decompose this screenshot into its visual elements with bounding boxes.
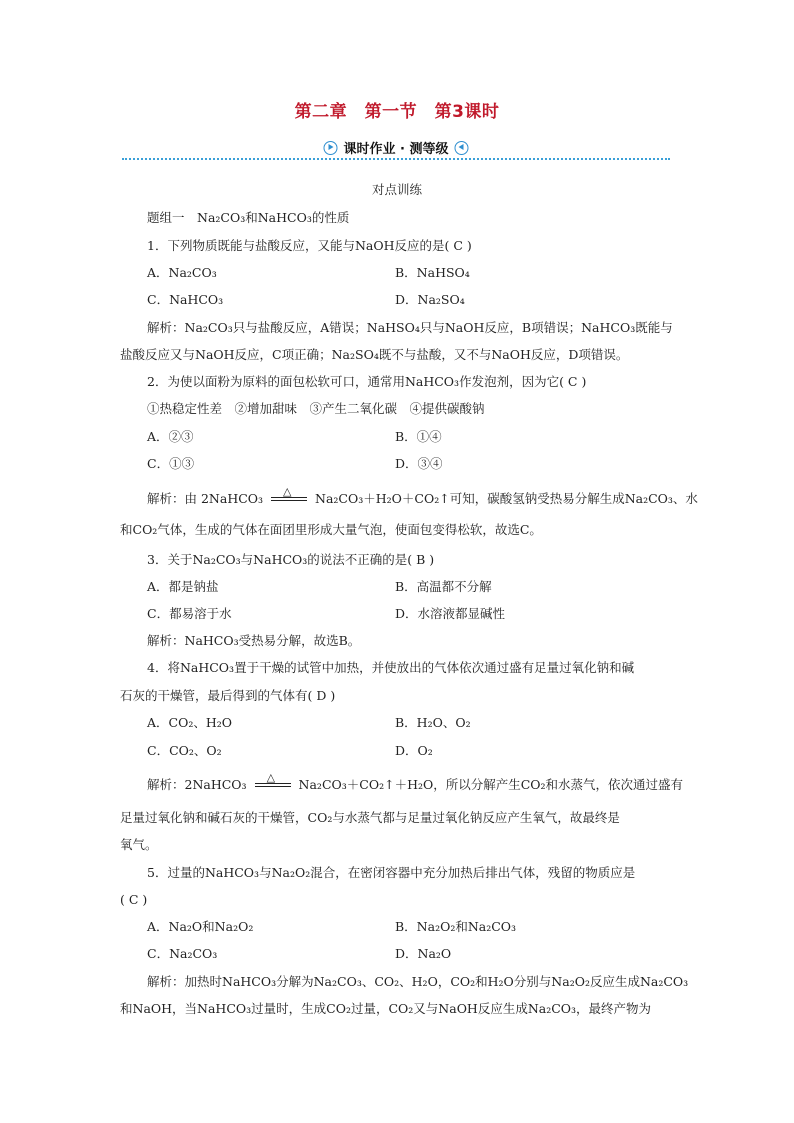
q2-explanation-line-2: 和CO₂气体，生成的气体在面团里形成大量气泡，使面包变得松软，故选C。 (120, 522, 542, 537)
homework-banner (122, 138, 670, 160)
question-4-stem-line-1: 4．将NaHCO₃置于干燥的试管中加热，并使放出的气体依次通过盛有足量过氧化钠和碱 (147, 660, 635, 675)
heat-equals-sign: △ (255, 780, 291, 792)
dotted-divider (122, 158, 670, 160)
q1-option-c: C．NaHCO₃ (147, 292, 224, 307)
q2-explanation-line-1: 解析：由 2NaHCO₃ △ Na₂CO₃＋H₂O＋CO₂↑可知，碳酸氢钠受热易分解生成Na₂CO₃、水 (147, 484, 698, 506)
q5-option-b: B．Na₂O₂和Na₂CO₃ (395, 919, 517, 934)
q3-option-d: D．水溶液都显碱性 (395, 606, 506, 621)
q2-option-a: A．②③ (147, 429, 194, 444)
q4-option-c: C．CO₂、O₂ (147, 743, 222, 758)
q4-option-d: D．O₂ (395, 743, 433, 758)
q5-option-a: A．Na₂O和Na₂O₂ (147, 919, 254, 934)
q3-explanation: 解析：NaHCO₃受热易分解，故选B。 (147, 633, 361, 648)
section-heading: 对点训练 (371, 182, 422, 197)
question-4-stem-line-2: 石灰的干燥管，最后得到的气体有( D ) (120, 688, 336, 703)
q2-option-c: C．①③ (147, 456, 195, 471)
q1-option-d: D．Na₂SO₄ (395, 292, 465, 307)
heat-equals-sign: △ (271, 494, 307, 506)
q5-explanation-line-1: 解析：加热时NaHCO₃分解为Na₂CO₃、CO₂、H₂O，CO₂和H₂O分别与Na₂O₂反应生成Na₂CO₃ (147, 974, 689, 989)
q4-explanation-line-2: 足量过氧化钠和碱石灰的干燥管，CO₂与水蒸气都与足量过氧化钠反应产生氧气，故最终是 (120, 810, 620, 825)
q5-explanation-line-2: 和NaOH，当NaHCO₃过量时，生成CO₂过量，CO₂又与NaOH反应生成Na₂CO₃，最终产物为 (120, 1001, 652, 1016)
question-2-stem: 2．为使以面粉为原料的面包松软可口，通常用NaHCO₃作发泡剂，因为它( C ) (147, 374, 587, 389)
arrow-left-icon (455, 141, 469, 155)
q4-explanation-line-3: 氧气。 (120, 837, 158, 852)
question-3-stem: 3．关于Na₂CO₃与NaHCO₃的说法不正确的是( B ) (147, 552, 435, 567)
q1-option-a: A．Na₂CO₃ (147, 265, 217, 280)
q2-option-b: B．①④ (395, 429, 442, 444)
q4-option-a: A．CO₂、H₂O (147, 715, 233, 730)
q3-option-c: C．都易溶于水 (147, 606, 232, 621)
q1-explanation-line-1: 解析：Na₂CO₃只与盐酸反应，A错误；NaHSO₄只与NaOH反应，B项错误；NaHCO₃既能与 (147, 320, 673, 335)
banner-label: 课时作业 · 测等级 (343, 142, 449, 157)
question-1-stem: 1．下列物质既能与盐酸反应，又能与NaOH反应的是( C ) (147, 238, 472, 253)
q3-option-a: A．都是钠盐 (147, 579, 219, 594)
group-heading: 题组一 Na₂CO₃和NaHCO₃的性质 (147, 210, 350, 225)
question-5-stem-line-1: 5．过量的NaHCO₃与Na₂O₂混合，在密闭容器中充分加热后排出气体，残留的物质应是 (147, 865, 636, 880)
q2-statements: ①热稳定性差 ②增加甜味 ③产生二氧化碳 ④提供碳酸钠 (147, 401, 485, 416)
page-title: 第二章 第一节 第3课时 (294, 102, 500, 122)
q4-option-b: B．H₂O、O₂ (395, 715, 471, 730)
q1-option-b: B．NaHSO₄ (395, 265, 470, 280)
q1-explanation-line-2: 盐酸反应又与NaOH反应，C项正确；Na₂SO₄既不与盐酸，又不与NaOH反应，D项错误。 (120, 347, 629, 362)
q2-option-d: D．③④ (395, 456, 443, 471)
q5-option-d: D．Na₂O (395, 946, 452, 961)
question-5-stem-line-2: ( C ) (120, 892, 148, 907)
q3-option-b: B．高温都不分解 (395, 579, 492, 594)
q4-explanation-line-1: 解析：2NaHCO₃ △ Na₂CO₃＋CO₂↑＋H₂O，所以分解产生CO₂和水蒸气，依次通过盛有 (147, 770, 684, 792)
arrow-right-icon (324, 141, 338, 155)
q5-option-c: C．Na₂CO₃ (147, 946, 218, 961)
